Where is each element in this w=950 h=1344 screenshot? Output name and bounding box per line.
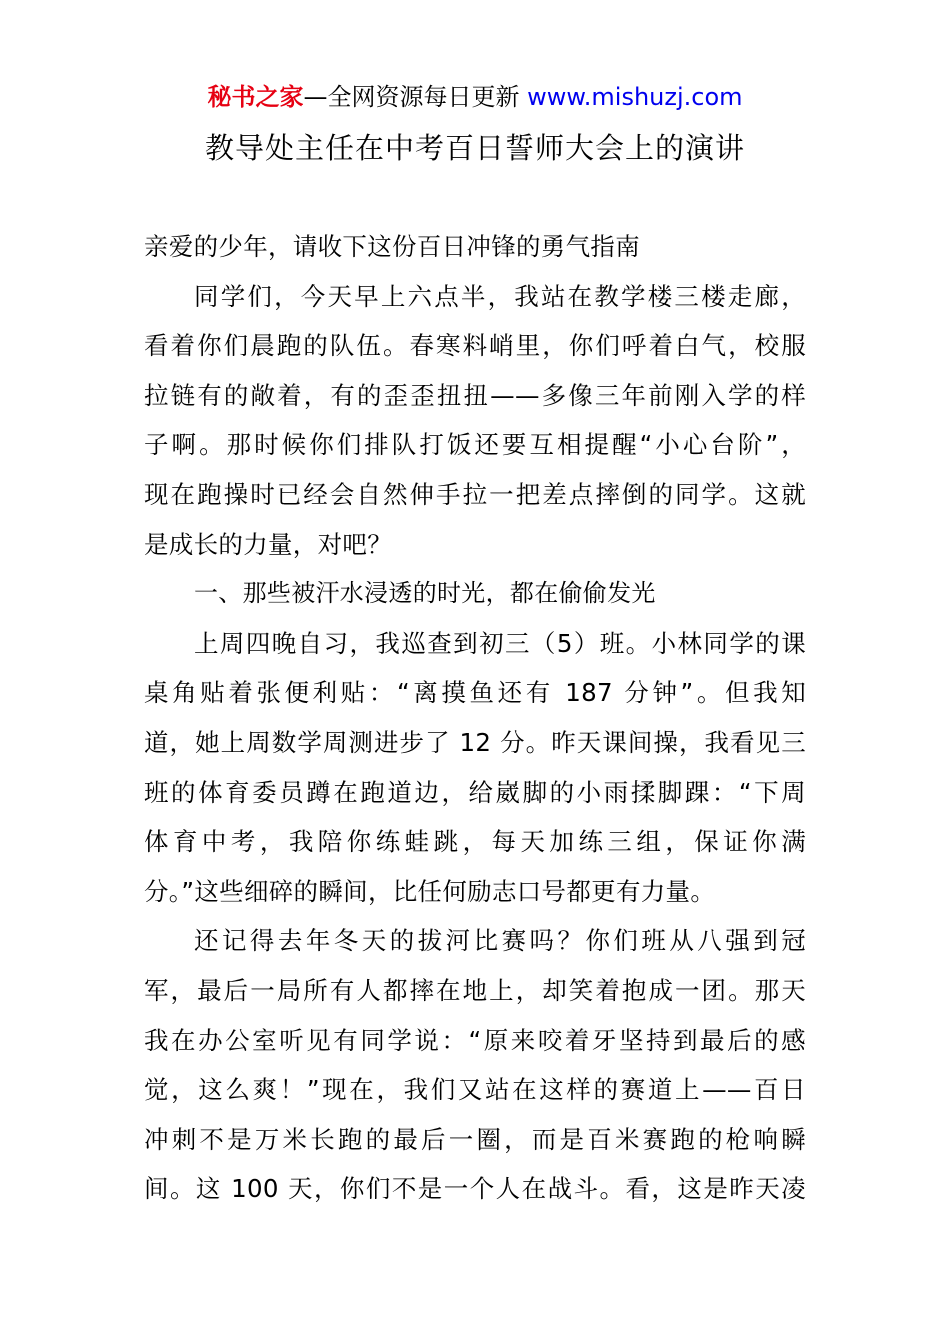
text-line: 分。”这些细碎的瞬间，比任何励志口号都更有力量。 xyxy=(144,876,716,906)
text-line: 班的体育委员蹲在跑道边，给崴脚的小雨揉脚踝：“下周 xyxy=(144,777,806,807)
section-heading: 一、那些被汗水浸透的时光，都在偷偷发光 xyxy=(194,579,656,608)
text-line: 子啊。那时候你们排队打饭还要互相提醒“小心台阶”， xyxy=(144,430,806,460)
text-line: 还记得去年冬天的拔河比赛吗？你们班从八强到冠 xyxy=(194,926,806,956)
text-line: 间。这 100 天，你们不是一个人在战斗。看，这是昨天凌 xyxy=(144,1174,806,1204)
text-line: 上周四晚自习，我巡查到初三（5）班。小林同学的课 xyxy=(194,628,806,658)
text-line: 军，最后一局所有人都摔在地上，却笑着抱成一团。那天 xyxy=(144,975,806,1005)
text-line: 看着你们晨跑的队伍。春寒料峭里，你们呼着白气，校服 xyxy=(144,331,806,361)
text-line: 道，她上周数学周测进步了 12 分。昨天课间操，我看见三 xyxy=(144,727,806,757)
text-line: 现在跑操时已经会自然伸手拉一把差点摔倒的同学。这就 xyxy=(144,479,806,509)
document-body xyxy=(144,222,806,1214)
text-line: 拉链有的敞着，有的歪歪扭扭——多像三年前刚入学的样 xyxy=(144,380,806,410)
text-line: 桌角贴着张便利贴：“离摸鱼还有 187 分钟”。但我知 xyxy=(144,678,806,708)
text-line: 同学们，今天早上六点半，我站在教学楼三楼走廊， xyxy=(194,281,806,311)
text-line: 我在办公室听见有同学说：“原来咬着牙坚持到最后的感 xyxy=(144,1025,806,1055)
site-tagline: —全网资源每日更新 xyxy=(303,83,528,111)
document-title: 教导处主任在中考百日誓师大会上的演讲 xyxy=(204,131,745,165)
text-line: 冲刺不是万米长跑的最后一圈，而是百米赛跑的枪响瞬 xyxy=(144,1124,806,1154)
site-header xyxy=(0,80,950,114)
site-brand: 秘书之家 xyxy=(207,83,304,111)
text-line: 体育中考，我陪你练蛙跳，每天加练三组，保证你满 xyxy=(144,827,806,857)
site-url-link[interactable]: www.mishuzj.com xyxy=(527,83,743,111)
salutation-line: 亲爱的少年，请收下这份百日冲锋的勇气指南 xyxy=(144,232,640,261)
text-line: 觉，这么爽！”现在，我们又站在这样的赛道上——百日 xyxy=(144,1075,806,1105)
text-line: 是成长的力量，对吧？ xyxy=(144,529,392,559)
